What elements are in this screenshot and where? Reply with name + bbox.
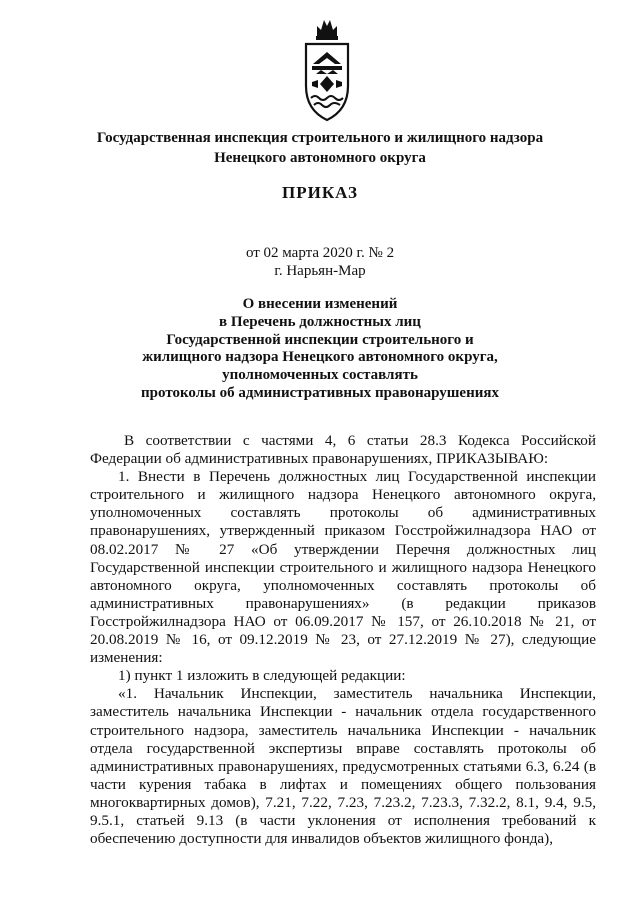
subitem-1-paragraph: 1) пункт 1 изложить в следующей редакции: bbox=[118, 667, 406, 685]
subject-line: протоколы об административных правонарушениях bbox=[141, 384, 499, 401]
subject-line: О внесении изменений bbox=[242, 296, 398, 312]
subject-line: жилищного надзора Ненецкого автономного округа, bbox=[142, 349, 498, 366]
agency-line-2: Ненецкого автономного округа bbox=[214, 150, 426, 166]
preamble-paragraph: В соответствии с частями 4, 6 статьи 28.3 Кодекса Российской Федерации об административных правонарушениях, ПРИКАЗЫВАЮ: bbox=[90, 432, 596, 468]
date-and-place bbox=[0, 244, 640, 280]
item-1-paragraph: 1. Внести в Перечень должностных лиц Государственной инспекции строительного и жилищного надзора Ненецкого автономного округа, уполномоченных составлять протоколы об административных правонарушениях, утвержденный приказом Госстройжилнадзора НАО от 08.02.2017 № 27 «Об утверждении Перечня должностных лиц Государственной инспекции строительного и жилищного надзора Ненецкого автономного округа, уполномоченных составлять протоколы об административных правонарушениях» (в редакции приказов Госстройжилнадзора НАО от 06.09.2017 № 157, от 26.10.2018 № 21, от 20.08.2019 № 16, от 09.12.2019 № 23, от 27.12.2019 № 27), следующие изменения: bbox=[90, 468, 596, 667]
subject-line: в Перечень должностных лиц bbox=[219, 313, 421, 330]
quoted-text-paragraph: «1. Начальник Инспекции, заместитель начальника Инспекции, заместитель начальника Инспекции - начальник отдела государственного строительного надзора, заместитель начальника Инспекции - начальник отдела государственной экспертизы вправе составлять протоколы об административных правонарушениях, предусмотренных статьями 6.3, 6.24 (в части курения табака в лифтах и помещениях общего пользования многоквартирных домов), 7.21, 7.22, 7.23, 7.23.2, 7.23.3, 7.32.2, 8.1, 9.4, 9.5, 9.5.1, статьей 9.13 (в части уклонения от исполнения требований к обеспечению доступности для инвалидов объектов жилищного фонда), bbox=[90, 685, 596, 848]
agency-name bbox=[0, 128, 640, 168]
coat-of-arms-icon bbox=[303, 14, 351, 124]
subject-line: Государственной инспекции строительного и bbox=[166, 331, 474, 348]
document-place: г. Нарьян-Мар bbox=[274, 263, 366, 279]
agency-line-1: Государственная инспекция строительного и жилищного надзора bbox=[96, 130, 544, 146]
document-type-title: ПРИКАЗ bbox=[282, 183, 358, 202]
document-date: от 02 марта 2020 г. № 2 bbox=[245, 245, 395, 261]
document-subject bbox=[0, 296, 640, 403]
document-body bbox=[90, 432, 596, 848]
subject-line: уполномоченных составлять bbox=[222, 367, 418, 384]
